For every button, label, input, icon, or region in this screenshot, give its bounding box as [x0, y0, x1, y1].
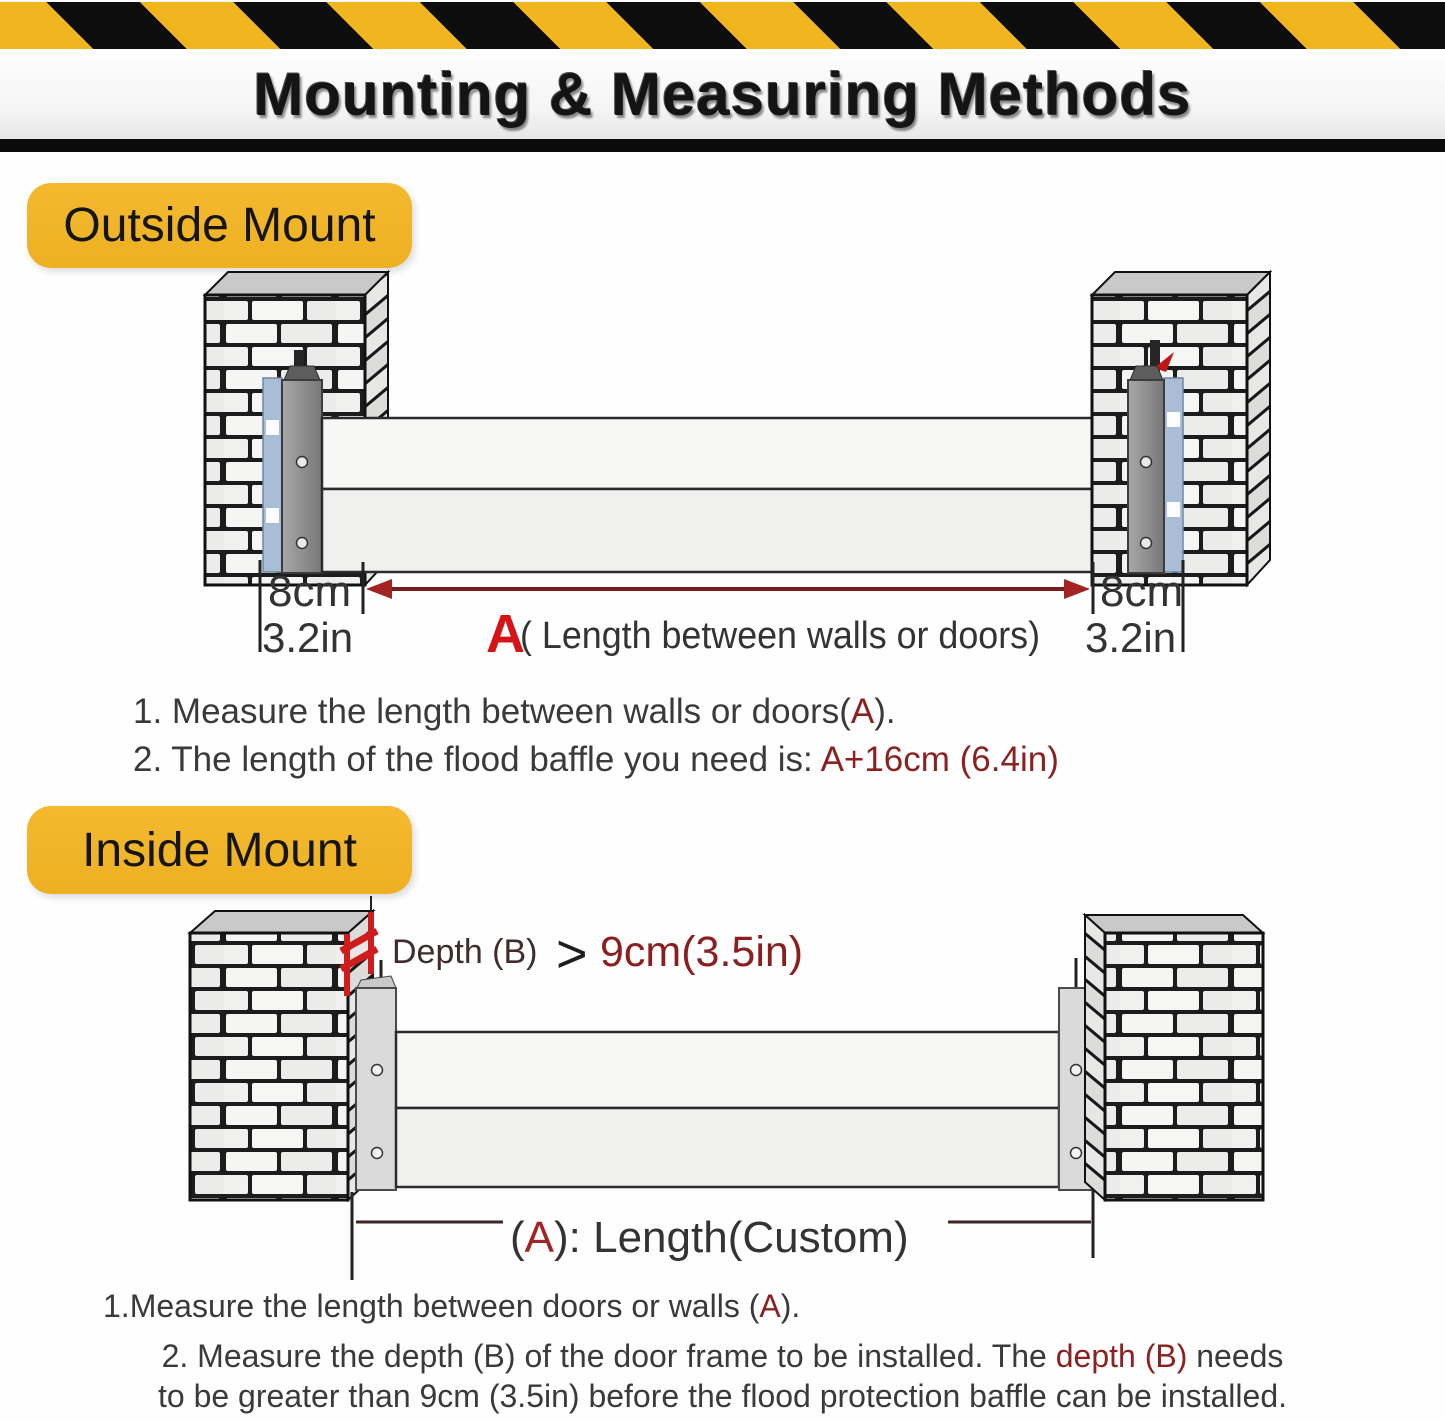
screw-hole [297, 538, 308, 549]
mount-rail-left [263, 366, 322, 573]
inside-step2-depth: depth (B) [1055, 1338, 1188, 1374]
length-label-A: A [524, 1213, 555, 1262]
length-label-open: ( [510, 1213, 525, 1262]
left-offset-cm-label: 8cm [268, 567, 352, 616]
flood-barrier-panels-outside [322, 418, 1130, 572]
inside-mount-diagram [0, 890, 1445, 1290]
inside-step-1 [103, 1288, 800, 1325]
screw-hole [1141, 538, 1152, 549]
screw-hole [297, 457, 308, 468]
flood-barrier-panels-inside [396, 1032, 1059, 1187]
outside-mount-badge-label: Outside Mount [63, 199, 376, 252]
screw-hole [1071, 1065, 1082, 1076]
outside-step-1 [133, 692, 896, 732]
outside-step1-text: 1. Measure the length between walls or doors( [133, 692, 851, 731]
header-title-band [0, 49, 1445, 139]
inside-mount-badge-label: Inside Mount [82, 823, 357, 877]
screw-hole [372, 1148, 383, 1159]
inside-step1-A: A [759, 1288, 781, 1324]
arrowhead-right [1064, 579, 1090, 599]
inside-step2-text: 2. Measure the depth (B) of the door frame to be installed. The [161, 1338, 1056, 1374]
arrowhead-left [366, 579, 392, 599]
length-custom-label [510, 1213, 909, 1262]
screw-hole [1141, 457, 1152, 468]
inside-step-2-line2 [0, 1378, 1445, 1415]
channel-bracket-left [356, 960, 396, 1190]
outside-mount-badge [27, 183, 412, 268]
length-label-rest: ): Length(Custom) [554, 1213, 909, 1262]
outside-mount-diagram [0, 260, 1445, 670]
span-label-text: ( Length between walls or doors) [520, 615, 1040, 657]
inside-step2-needs: needs [1187, 1338, 1284, 1374]
outside-step1-end: ). [874, 692, 896, 731]
header-divider-bar [0, 139, 1445, 152]
right-offset-in-label: 3.2in [1085, 614, 1177, 661]
hazard-stripe-banner [0, 2, 1445, 51]
outside-step2-formula: A+16cm (6.4in) [820, 740, 1059, 779]
inside-step1-text: 1.Measure the length between doors or walls ( [103, 1288, 760, 1324]
inside-step-2-line1 [0, 1338, 1445, 1375]
left-offset-in-label: 3.2in [262, 614, 354, 661]
inside-mount-badge [27, 806, 412, 894]
inside-step2-line2-text: to be greater than 9cm (3.5in) before the flood protection baffle can be installed. [157, 1378, 1287, 1414]
mount-rail-right [1128, 366, 1183, 573]
outside-step-2 [133, 740, 1059, 780]
screw-hole [1071, 1148, 1082, 1159]
outside-step2-text: 2. The length of the flood baffle you need is: [133, 740, 821, 779]
depth-gt-sign: > [556, 924, 588, 984]
screw-hole [372, 1065, 383, 1076]
page-title: Mounting & Measuring Methods [253, 60, 1192, 128]
right-offset-cm-label: 8cm [1100, 567, 1184, 616]
span-label-A: A [486, 604, 525, 664]
depth-value: 9cm(3.5in) [600, 928, 804, 976]
inside-step1-end: ). [780, 1288, 801, 1324]
outside-step1-A: A [850, 692, 875, 731]
depth-label: Depth (B) [392, 933, 538, 971]
pillar-right-inside [1085, 915, 1263, 1200]
